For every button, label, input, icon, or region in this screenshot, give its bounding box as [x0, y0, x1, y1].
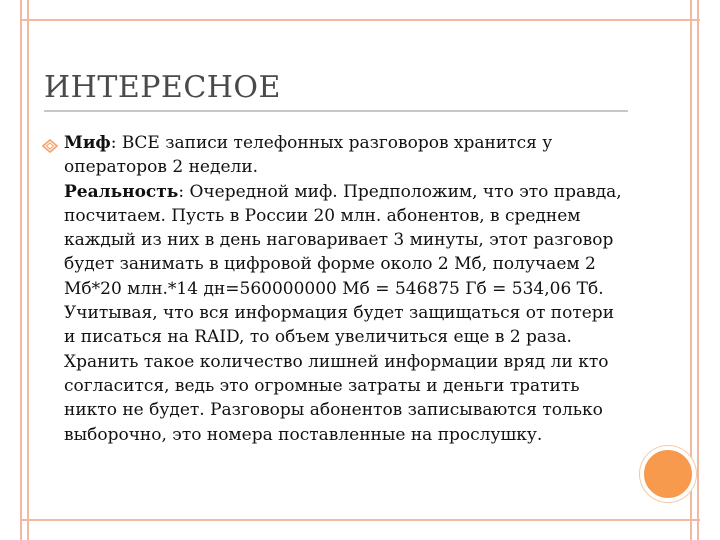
reality-label: Реальность [64, 181, 179, 202]
orange-circle-decoration [640, 446, 696, 502]
frame-bottom-line [20, 519, 700, 521]
reality-paragraph: Реальность: Очередной миф. Предположим, что это правда, посчитаем. Пусть в России 20 млн. абонентов, в среднем каждый из них в день наговаривает 3 минуты, этот разговор будет занимать в цифровой форме около 2 Мб, получаем 2 Мб*20 млн.*14 дн=560000000 Мб = 546875 Гб = 534,06 Тб. Учитывая, что вся информация будет защищаться от потери и писаться на RAID, то объем увеличиться еще в 2 раза. Хранить такое количество лишней информации вряд ли кто согласится, ведь это огромные затраты и деньги тратить никто не будет. Разговоры абонентов записываются только выборочно, это номера поставленные на прослушку. [64, 181, 622, 445]
frame-right-outer-line [697, 0, 699, 540]
frame-left-outer-line [20, 0, 22, 540]
hollow-diamond-bullet-icon [42, 139, 58, 153]
reality-text: Очередной миф. Предположим, что это правда, посчитаем. Пусть в России 20 млн. абонентов, в среднем каждый из них в день наговаривает 3 минуты, этот разговор будет занимать в цифровой форме около 2 Мб, получаем 2 Мб*20 млн.*14 дн=560000000 Мб = 546875 Гб = 534,06 Тб. Учитывая, что вся информация будет защищаться от потери и писаться на RAID, то объем увеличиться еще в 2 раза. Хранить такое количество лишней информации вряд ли кто согласится, ведь это огромные затраты и деньги тратить никто не будет. Разговоры абонентов записываются только выборочно, это номера поставленные на прослушку. [64, 181, 622, 445]
frame-left-inner-line [27, 0, 29, 540]
myth-paragraph: Миф: ВСЕ записи телефонных разговоров хранится у операторов 2 недели. [64, 133, 553, 178]
slide-body [64, 131, 624, 447]
myth-text: ВСЕ записи телефонных разговоров хранится у операторов 2 недели. [64, 133, 553, 178]
myth-label: Миф [64, 133, 111, 153]
title-divider [44, 110, 628, 112]
frame-top-line [20, 19, 700, 21]
slide-title: ИНТЕРЕСНОЕ [44, 70, 281, 105]
